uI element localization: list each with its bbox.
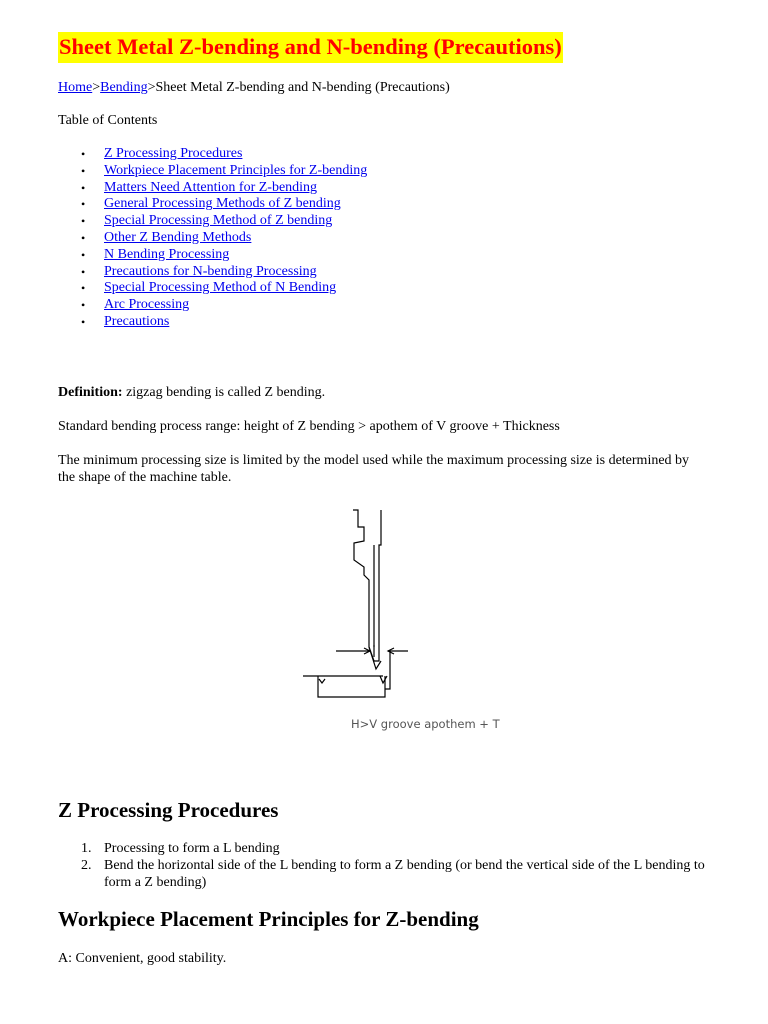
workpiece-vertical — [385, 651, 390, 689]
toc-link[interactable]: Special Processing Method of Z bending — [104, 213, 333, 229]
breadcrumb-current: Sheet Metal Z-bending and N-bending (Precautions) — [155, 80, 450, 95]
toc-item — [58, 146, 367, 163]
bullet-icon: • — [81, 163, 86, 178]
list-number: 1. — [81, 841, 92, 856]
toc-link[interactable]: Workpiece Placement Principles for Z-bending — [104, 162, 368, 178]
toc-link[interactable]: Z Processing Procedures — [104, 146, 243, 161]
z-processing-steps — [58, 840, 708, 891]
toc-link[interactable]: Matters Need Attention for Z-bending — [104, 179, 318, 195]
breadcrumb-bending-link[interactable]: Bending — [100, 80, 148, 95]
toc-item — [58, 314, 367, 331]
toc-link[interactable]: Precautions for N-bending Processing — [104, 263, 317, 279]
section-heading-workpiece-placement: Workpiece Placement Principles for Z-bending — [58, 907, 479, 931]
toc-link[interactable]: N Bending Processing — [104, 246, 230, 262]
list-item-text: Bend the horizontal side of the L bending to form a Z bending (or bend the vertical side of the L bending to form a Z bending) — [104, 858, 705, 890]
definition-text: zigzag bending is called Z bending. — [122, 385, 326, 400]
breadcrumb-separator: > — [92, 80, 101, 95]
definition-paragraph — [58, 384, 708, 401]
workpiece-placement-text: A: Convenient, good stability. — [58, 951, 227, 966]
bullet-icon: • — [81, 197, 86, 212]
z-bending-diagram — [298, 505, 523, 735]
bullet-icon: • — [81, 230, 86, 245]
toc-label: Table of Contents — [58, 113, 158, 128]
toc-link[interactable]: General Processing Methods of Z bending — [104, 196, 341, 212]
toc-link[interactable]: Other Z Bending Methods — [104, 229, 252, 245]
bullet-icon: • — [81, 281, 86, 296]
bullet-icon: • — [81, 264, 86, 279]
die-notch — [380, 676, 387, 683]
breadcrumb-home-link[interactable]: Home — [58, 80, 93, 95]
definition-label: Definition: — [58, 385, 123, 400]
toc-item — [58, 247, 367, 264]
bullet-icon: • — [81, 214, 86, 229]
bullet-icon: • — [81, 298, 86, 313]
list-item-text: Processing to form a L bending — [104, 841, 280, 856]
toc-item — [58, 180, 367, 197]
list-number: 2. — [81, 858, 92, 873]
toc-item — [58, 280, 367, 297]
toc-item — [58, 230, 367, 247]
punch-outline — [353, 510, 381, 661]
bullet-icon: • — [81, 180, 86, 195]
breadcrumb-separator: > — [147, 80, 156, 95]
toc-item — [58, 297, 367, 314]
page-title: Sheet Metal Z-bending and N-bending (Precautions) — [58, 32, 563, 63]
small-v — [319, 679, 325, 683]
bullet-icon: • — [81, 147, 86, 161]
toc-item — [58, 163, 367, 180]
toc-item — [58, 196, 367, 213]
toc-item — [58, 264, 367, 281]
toc-item — [58, 213, 367, 230]
section-heading-z-processing: Z Processing Procedures — [58, 798, 279, 822]
toc-link[interactable]: Precautions — [104, 313, 170, 329]
toc-link[interactable]: Arc Processing — [104, 297, 190, 313]
bullet-icon: • — [81, 247, 86, 262]
standard-range-paragraph: Standard bending process range: height of Z bending > apothem of V groove + Thickness — [58, 419, 560, 434]
diagram-caption: H>V groove apothem + T — [351, 717, 500, 731]
breadcrumb — [58, 79, 450, 96]
toc-link[interactable]: Special Processing Method of N Bending — [104, 280, 337, 296]
bullet-icon: • — [81, 314, 86, 329]
min-max-paragraph: The minimum processing size is limited by the model used while the maximum processing size is determined by the shape of the machine table. — [58, 453, 690, 485]
list-item — [58, 857, 708, 891]
table-of-contents — [58, 146, 367, 331]
list-item — [58, 840, 708, 857]
die-outline — [318, 676, 385, 697]
